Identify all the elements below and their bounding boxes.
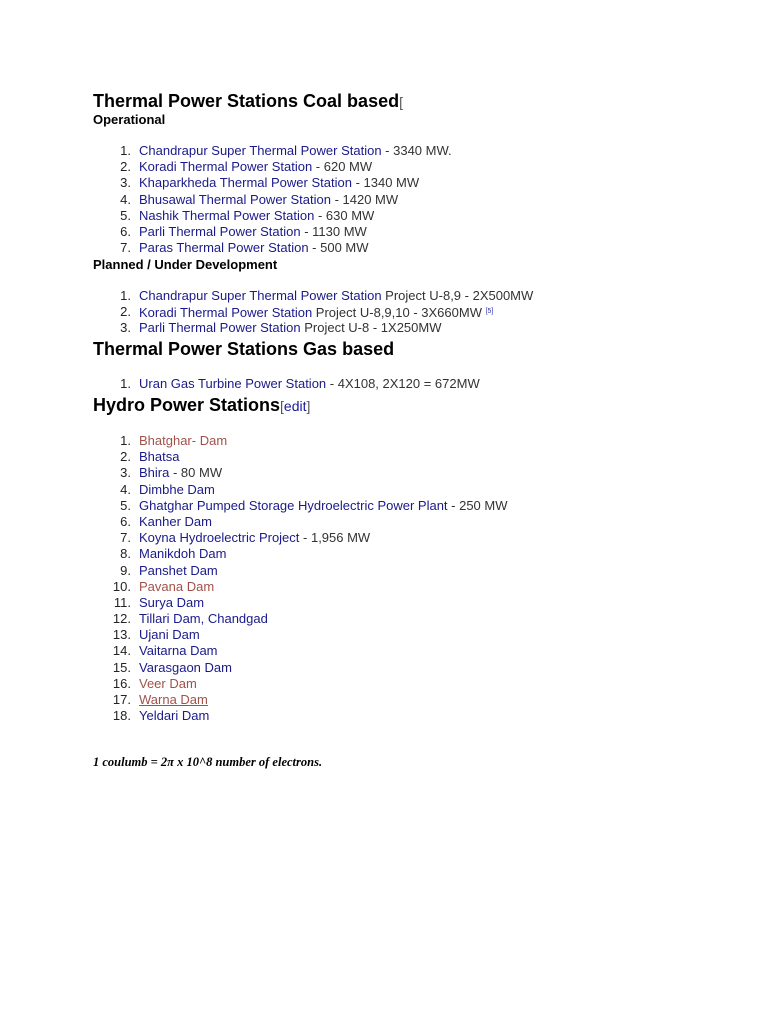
citation-link[interactable]: [5] [485, 308, 494, 316]
station-link[interactable]: Parli Thermal Power Station [139, 223, 301, 239]
list-item: 2. Koradi Thermal Power Station - 620 MW [120, 159, 373, 175]
station-link[interactable]: Nashik Thermal Power Station [139, 207, 315, 223]
list-item: 3. Khaparkheda Thermal Power Station - 1340 MW [120, 175, 420, 191]
coal-heading-suffix: [ [399, 94, 403, 110]
list-item: 13. Ujani Dam [112, 627, 200, 643]
list-item: 1. Chandrapur Super Thermal Power Station - 3340 MW. [120, 143, 452, 158]
station-link[interactable]: Tillari Dam, Chandgad [139, 611, 268, 627]
list-item: 1. Bhatghar- Dam [120, 433, 228, 448]
station-link[interactable]: Khaparkheda Thermal Power Station [139, 175, 352, 191]
station-link[interactable]: Chandrapur Super Thermal Power Station [139, 288, 382, 303]
gas-heading: Thermal Power Stations Gas based [93, 339, 395, 359]
hydro-heading: Hydro Power Stations[edit] [93, 395, 311, 415]
station-link[interactable]: Bhusawal Thermal Power Station [139, 191, 331, 207]
station-link[interactable]: Surya Dam [139, 594, 205, 610]
station-link[interactable]: Warna Dam [139, 692, 208, 707]
list-item: 2. Bhatsa [120, 449, 180, 465]
planned-list [93, 288, 533, 337]
list-item: 16. Veer Dam [112, 675, 197, 691]
list-item: 15. Varasgaon Dam [112, 659, 232, 675]
list-item: 14. Vaitarna Dam [112, 643, 218, 659]
hydro-list [93, 433, 508, 724]
station-link[interactable]: Bhira [139, 465, 170, 481]
gas-list [93, 376, 480, 392]
station-link[interactable]: Kanher Dam [139, 513, 212, 529]
station-link[interactable]: Yeldari Dam [139, 708, 210, 724]
station-link[interactable]: Panshet Dam [139, 562, 218, 578]
station-link[interactable]: Uran Gas Turbine Power Station [139, 376, 327, 391]
list-item: 5. Ghatghar Pumped Storage Hydroelectric Power Plant - 250 MW [120, 497, 508, 513]
station-link[interactable]: Vaitarna Dam [139, 643, 218, 659]
list-item: 8. Manikdoh Dam [120, 546, 227, 562]
station-link[interactable]: Bhatghar- Dam [139, 433, 228, 448]
list-item: 6. Parli Thermal Power Station - 1130 MW [120, 223, 367, 239]
edit-section: [edit] [280, 398, 311, 414]
station-link[interactable]: Veer Dam [139, 675, 197, 691]
station-link[interactable]: Dimbhe Dam [139, 481, 215, 497]
list-item: 2. Koradi Thermal Power Station Project U-8,9,10 - 3X660MW [5] [120, 304, 494, 321]
station-link[interactable]: Ujani Dam [139, 627, 200, 643]
list-item: 10. Pavana Dam [112, 578, 215, 594]
list-item: 3. Bhira - 80 MW [120, 465, 223, 481]
operational-label: Operational [93, 112, 166, 127]
list-item: 7. Paras Thermal Power Station - 500 MW [120, 240, 369, 256]
list-item: 18. Yeldari Dam [112, 708, 210, 724]
coulomb-note: 1 coulumb = 2π x 10^8 number of electrons. [93, 755, 323, 769]
coal-heading: Thermal Power Stations Coal based[ [93, 91, 403, 111]
station-link[interactable]: Koradi Thermal Power Station [139, 159, 313, 175]
list-item: 4. Bhusawal Thermal Power Station - 1420 MW [120, 191, 399, 207]
list-item: 17. Warna Dam [112, 692, 208, 707]
list-item: 3. Parli Thermal Power Station Project U-8 - 1X250MW [120, 320, 442, 336]
list-item: 5. Nashik Thermal Power Station - 630 MW [120, 207, 375, 223]
edit-link[interactable]: edit [283, 398, 307, 414]
station-link[interactable]: Varasgaon Dam [139, 659, 232, 675]
list-item: 6. Kanher Dam [120, 513, 212, 529]
list-item: 7. Koyna Hydroelectric Project - 1,956 MW [120, 530, 371, 546]
list-item: 9. Panshet Dam [120, 562, 218, 578]
station-link[interactable]: Parli Thermal Power Station [139, 320, 301, 336]
list-item: 1. Uran Gas Turbine Power Station - 4X108, 2X120 = 672MW [120, 376, 480, 391]
operational-list [93, 143, 452, 256]
station-link[interactable]: Paras Thermal Power Station [139, 240, 309, 256]
station-link[interactable]: Koradi Thermal Power Station [139, 305, 313, 321]
list-item: 11. Surya Dam [113, 594, 205, 610]
station-link[interactable]: Manikdoh Dam [139, 546, 227, 562]
list-item: 1. Chandrapur Super Thermal Power Station Project U-8,9 - 2X500MW [120, 288, 534, 303]
station-link[interactable]: Chandrapur Super Thermal Power Station [139, 143, 382, 158]
list-item: 12. Tillari Dam, Chandgad [112, 611, 268, 627]
list-item: 4. Dimbhe Dam [120, 481, 215, 497]
station-link[interactable]: Pavana Dam [139, 578, 215, 594]
station-link[interactable]: Bhatsa [139, 449, 180, 465]
planned-label: Planned / Under Development [93, 257, 278, 272]
station-link[interactable]: Ghatghar Pumped Storage Hydroelectric Power Plant [139, 497, 448, 513]
station-link[interactable]: Koyna Hydroelectric Project [139, 530, 300, 546]
